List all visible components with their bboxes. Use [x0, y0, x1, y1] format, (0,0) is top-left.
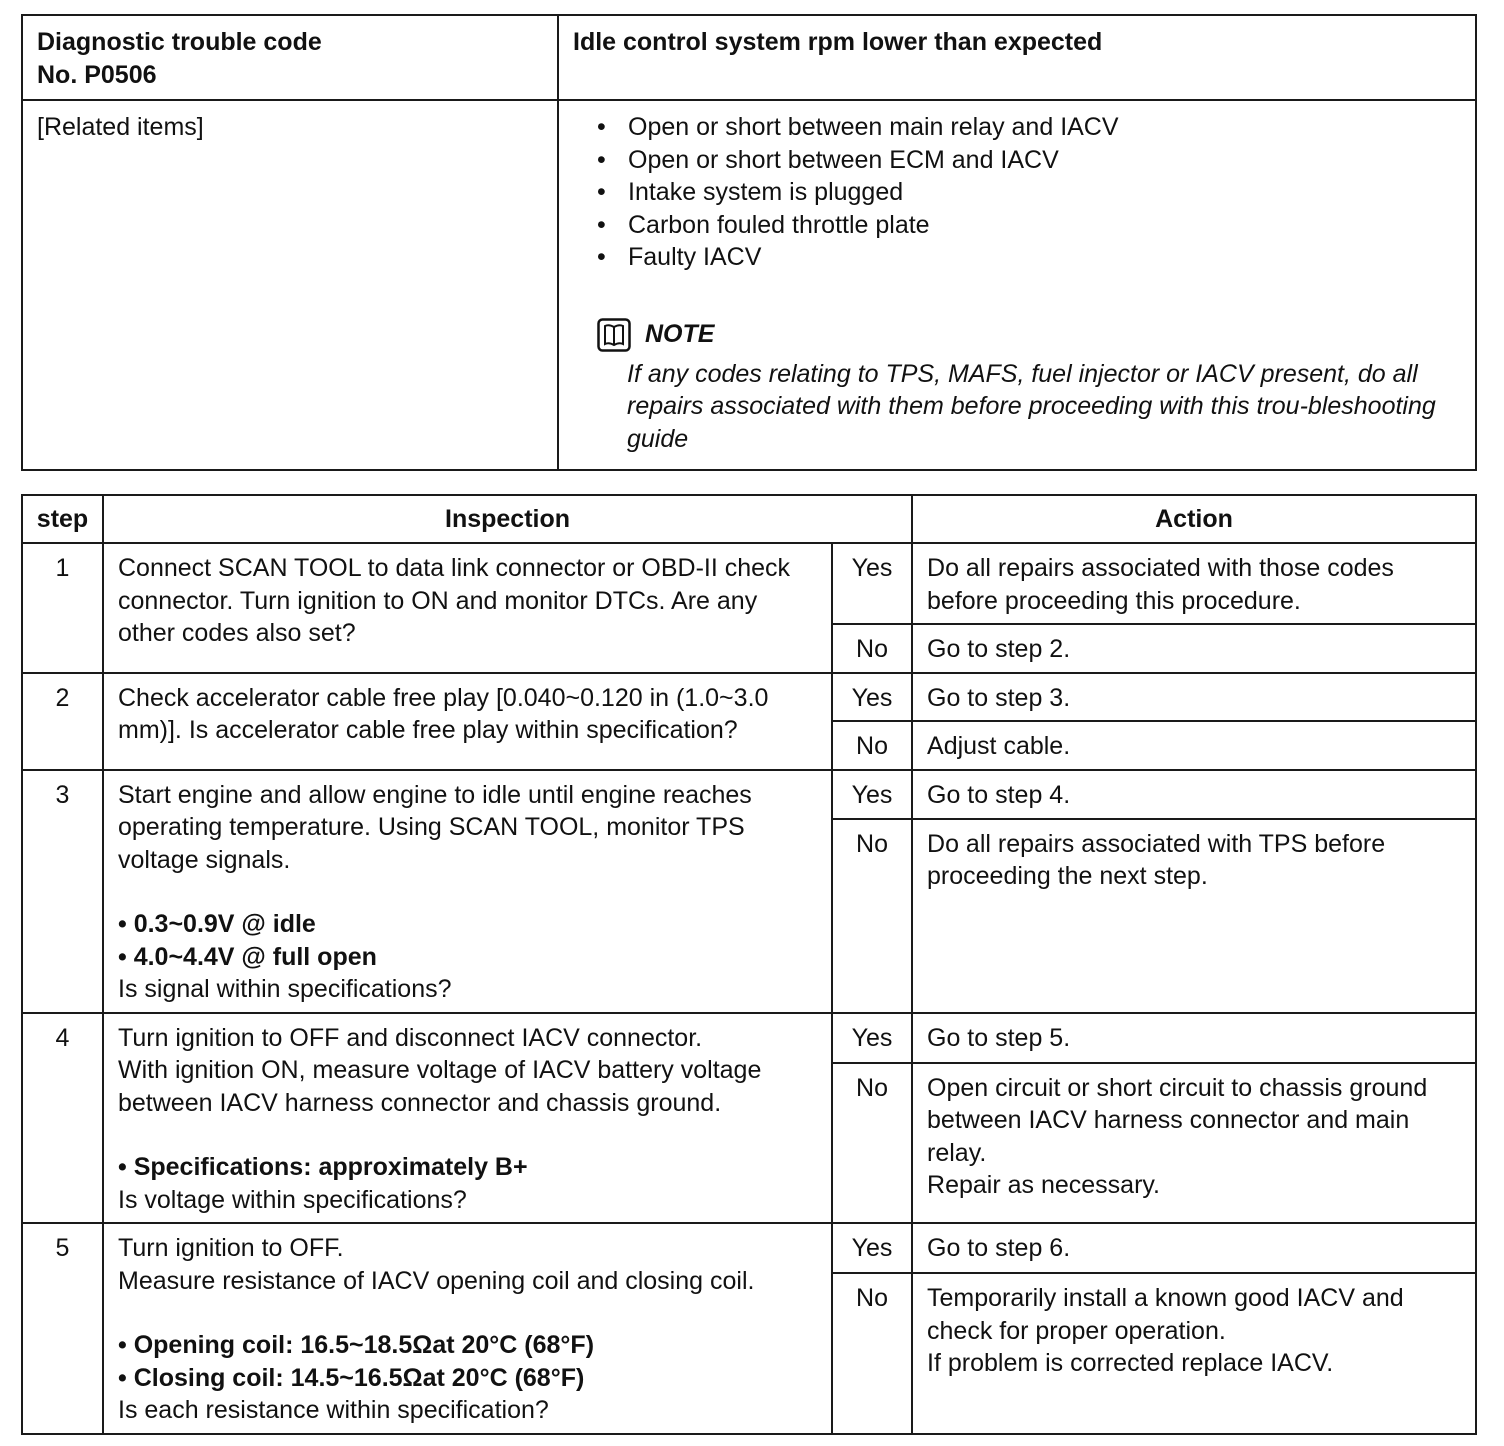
inspection-question: Is voltage within specifications? [118, 1185, 467, 1214]
spec-line: • Opening coil: 16.5~18.5Ωat 20°C (68°F) [118, 1331, 595, 1359]
dtc-label-cell [22, 15, 558, 100]
no-action: Open circuit or short circuit to chassis ground between IACV harness connector and main relay. [927, 1073, 1428, 1167]
dtc-header-row [22, 15, 1476, 100]
inspection-text: Measure resistance of IACV opening coil and closing coil. [118, 1266, 755, 1295]
no-action: Adjust cable. [912, 721, 1476, 770]
no-action: Do all repairs associated with TPS before proceeding the next step. [912, 819, 1476, 1013]
dtc-title-cell [558, 15, 1476, 100]
header-action: Action [912, 495, 1476, 543]
steps-header-row [22, 495, 1476, 543]
note-heading [597, 318, 1461, 352]
spec-line: • 0.3~0.9V @ idle [118, 910, 316, 938]
step-inspection [103, 1223, 832, 1434]
related-items-row [22, 100, 1476, 470]
no-action-followup: If problem is corrected replace IACV. [927, 1349, 1334, 1378]
inspection-text: Connect SCAN TOOL to data link connector or OBD-II check connector. Turn ignition to ON and monitor DTCs. Are any other codes also set? [118, 554, 791, 647]
yes-action: Go to step 4. [912, 770, 1476, 819]
yes-label: Yes [832, 770, 912, 819]
related-item: • Open or short between main relay and IACV [597, 111, 1461, 144]
no-action-cell [912, 1273, 1476, 1433]
step-inspection [103, 543, 832, 673]
spec-line: • Specifications: approximately B+ [118, 1153, 528, 1181]
step-number: 1 [22, 543, 103, 673]
yes-label: Yes [832, 543, 912, 624]
step-number: 5 [22, 1223, 103, 1434]
step-row [22, 673, 1476, 722]
book-note-icon [597, 318, 631, 352]
related-items-cell [558, 100, 1476, 470]
step-number: 3 [22, 770, 103, 1013]
no-action-followup: Repair as necessary. [927, 1171, 1160, 1200]
yes-label: Yes [832, 1013, 912, 1063]
no-action: Go to step 2. [912, 624, 1476, 673]
no-action-cell [912, 1063, 1476, 1223]
yes-action: Go to step 5. [912, 1013, 1476, 1063]
dtc-info-table [21, 14, 1477, 471]
related-item: • Faulty IACV [597, 241, 1461, 274]
spec-line: • Closing coil: 14.5~16.5Ωat 20°C (68°F) [118, 1363, 585, 1392]
step-inspection [103, 673, 832, 770]
note-text: If any codes relating to TPS, MAFS, fuel injector or IACV present, do all repairs associated with them before proceeding with this trou-bleshooting guide [627, 359, 1436, 453]
header-step: step [22, 495, 103, 543]
inspection-question: Is signal within specifications? [118, 975, 452, 1003]
step-row [22, 770, 1476, 819]
step-number: 2 [22, 673, 103, 770]
inspection-text: Turn ignition to OFF. [118, 1234, 344, 1262]
note-title: NOTE [645, 320, 715, 349]
header-inspection: Inspection [103, 495, 912, 543]
step-inspection [103, 770, 832, 1013]
spec-line: • 4.0~4.4V @ full open [118, 942, 377, 971]
yes-label: Yes [832, 1223, 912, 1273]
no-label: No [832, 721, 912, 770]
no-label: No [832, 624, 912, 673]
related-item: • Open or short between ECM and IACV [597, 144, 1461, 177]
no-label: No [832, 1273, 912, 1433]
related-items-list [597, 111, 1461, 274]
related-items-label: [Related items] [37, 113, 204, 141]
no-action: Temporarily install a known good IACV and check for proper operation. [927, 1284, 1404, 1345]
inspection-text: Check accelerator cable free play [0.040~0.120 in (1.0~3.0 mm)]. Is accelerator cable free play within specification? [118, 683, 769, 744]
inspection-question: Is each resistance within specification? [118, 1396, 549, 1424]
step-row [22, 1013, 1476, 1063]
yes-action: Go to step 3. [912, 673, 1476, 722]
no-label: No [832, 819, 912, 1013]
yes-action: Do all repairs associated with those codes before proceeding this procedure. [912, 543, 1476, 624]
dtc-number: No. P0506 [37, 60, 157, 89]
troubleshooting-steps-table [21, 494, 1477, 1435]
inspection-text: Start engine and allow engine to idle until engine reaches operating temperature. Using SCAN TOOL, monitor TPS voltage signals. [118, 780, 752, 874]
related-label-cell [22, 100, 558, 470]
inspection-text: Turn ignition to OFF and disconnect IACV connector. [118, 1023, 703, 1052]
dtc-label: Diagnostic trouble code [37, 28, 322, 56]
step-number: 4 [22, 1013, 103, 1224]
step-row [22, 1223, 1476, 1273]
step-row [22, 543, 1476, 624]
step-inspection [103, 1013, 832, 1224]
related-item: • Carbon fouled throttle plate [597, 209, 1461, 242]
no-label: No [832, 1063, 912, 1223]
yes-action: Go to step 6. [912, 1223, 1476, 1273]
dtc-title: Idle control system rpm lower than expected [573, 28, 1103, 56]
related-item: • Intake system is plugged [597, 176, 1461, 209]
inspection-text: With ignition ON, measure voltage of IACV battery voltage between IACV harness connector and chassis ground. [118, 1056, 762, 1117]
yes-label: Yes [832, 673, 912, 722]
